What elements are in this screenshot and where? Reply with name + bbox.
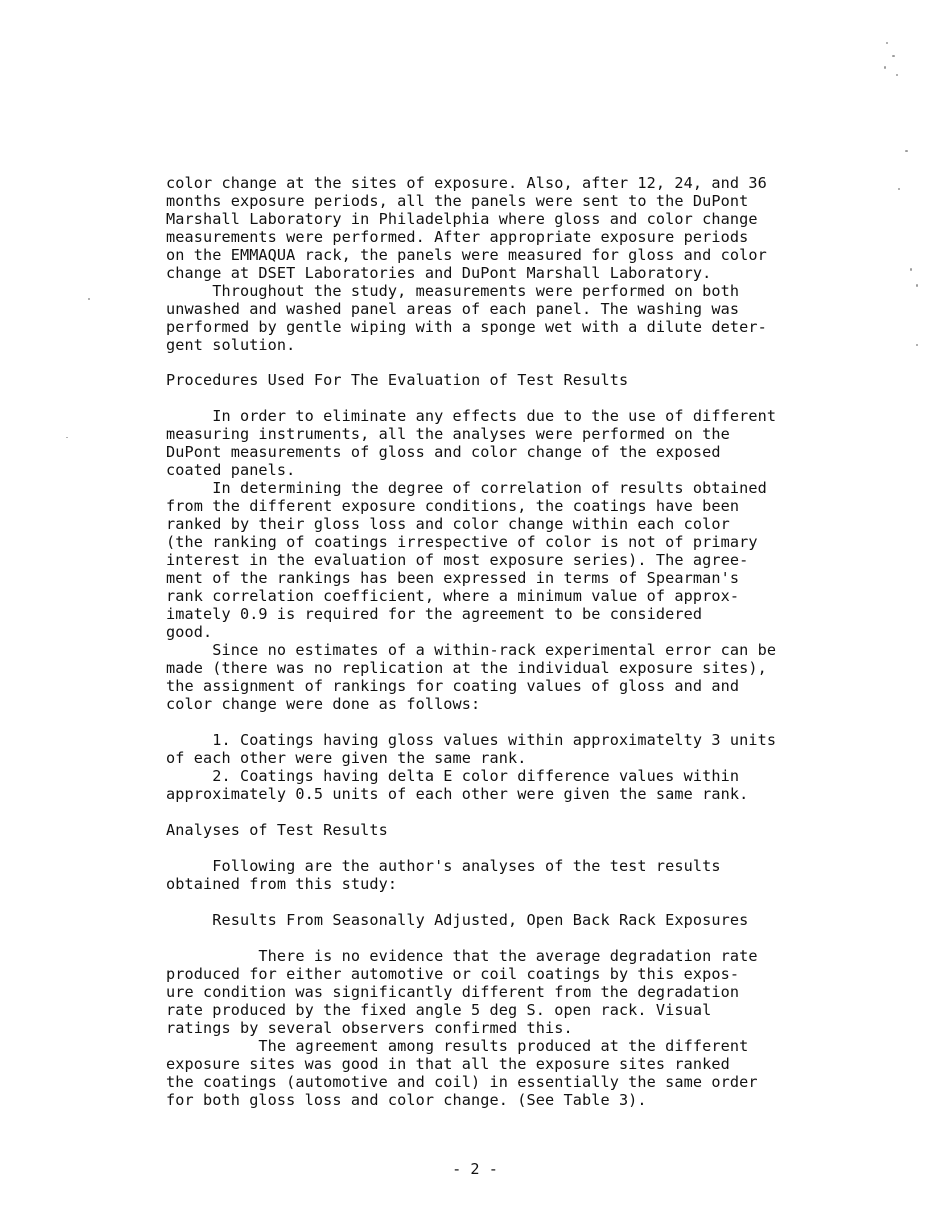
scan-speck	[898, 188, 900, 190]
text-line: measurements were performed. After appropriate exposure periods	[166, 228, 749, 246]
text-line: Throughout the study, measurements were performed on both	[166, 282, 740, 300]
text-line: change at DSET Laboratories and DuPont Marshall Laboratory.	[166, 264, 712, 282]
scan-speck	[916, 284, 918, 287]
text-line: from the different exposure conditions, the coatings have been	[166, 497, 740, 515]
text-line: (the ranking of coatings irrespective of color is not of primary	[166, 533, 758, 551]
text-line: measuring instruments, all the analyses were performed on the	[166, 425, 730, 443]
text-line: Since no estimates of a within-rack experimental error can be	[166, 641, 777, 659]
list-item: 2. Coatings having delta E color difference values within	[166, 767, 740, 785]
text-line: unwashed and washed panel areas of each panel. The washing was	[166, 300, 740, 318]
text-line: ranked by their gloss loss and color change within each color	[166, 515, 730, 533]
text-line: made (there was no replication at the individual exposure sites),	[166, 659, 767, 677]
text-line: color change were done as follows:	[166, 695, 481, 713]
text-line: ment of the rankings has been expressed in terms of Spearman's	[166, 569, 740, 587]
text-line: the coatings (automotive and coil) in essentially the same order	[166, 1073, 758, 1091]
text-line: months exposure periods, all the panels were sent to the DuPont	[166, 192, 749, 210]
text-line: ure condition was significantly different from the degradation	[166, 983, 740, 1001]
text-line: exposure sites was good in that all the exposure sites ranked	[166, 1055, 730, 1073]
text-line: rank correlation coefficient, where a minimum value of approx-	[166, 587, 740, 605]
list-item: approximately 0.5 units of each other were given the same rank.	[166, 785, 749, 803]
scan-speck	[884, 66, 886, 69]
text-line: DuPont measurements of gloss and color change of the exposed	[166, 443, 721, 461]
scan-speck	[910, 268, 912, 271]
text-line: obtained from this study:	[166, 875, 398, 893]
text-line: on the EMMAQUA rack, the panels were measured for gloss and color	[166, 246, 767, 264]
scan-speck	[886, 42, 888, 44]
text-line: ratings by several observers confirmed this.	[166, 1019, 573, 1037]
text-line: the assignment of rankings for coating values of gloss and and	[166, 677, 740, 695]
text-line: coated panels.	[166, 461, 296, 479]
text-line: for both gloss loss and color change. (See Table 3).	[166, 1091, 647, 1109]
scan-speck	[905, 150, 908, 152]
text-line: There is no evidence that the average degradation rate	[166, 947, 758, 965]
text-line: The agreement among results produced at the different	[166, 1037, 749, 1055]
text-line: color change at the sites of exposure. Also, after 12, 24, and 36	[166, 174, 767, 192]
list-item: 1. Coatings having gloss values within approximatelty 3 units	[166, 731, 777, 749]
subsection-heading: Results From Seasonally Adjusted, Open Back Rack Exposures	[166, 911, 749, 929]
page-number: - 2 -	[452, 1160, 498, 1178]
text-line: imately 0.9 is required for the agreement to be considered	[166, 605, 703, 623]
scan-speck	[896, 74, 898, 76]
text-line: Marshall Laboratory in Philadelphia where gloss and color change	[166, 210, 758, 228]
scan-speck	[892, 55, 895, 57]
text-line: good.	[166, 623, 213, 641]
text-line: In determining the degree of correlation of results obtained	[166, 479, 767, 497]
scan-speck	[66, 437, 68, 438]
section-heading: Procedures Used For The Evaluation of Test Results	[166, 371, 629, 389]
section-heading: Analyses of Test Results	[166, 821, 388, 839]
text-line: produced for either automotive or coil coatings by this expos-	[166, 965, 740, 983]
text-line: performed by gentle wiping with a sponge wet with a dilute deter-	[166, 318, 767, 336]
scan-speck	[88, 298, 90, 300]
scan-speck	[916, 344, 918, 346]
text-line: interest in the evaluation of most exposure series). The agree-	[166, 551, 749, 569]
list-item: of each other were given the same rank.	[166, 749, 527, 767]
text-line: Following are the author's analyses of the test results	[166, 857, 721, 875]
text-line: In order to eliminate any effects due to the use of different	[166, 407, 777, 425]
text-line: rate produced by the fixed angle 5 deg S. open rack. Visual	[166, 1001, 712, 1019]
text-line: gent solution.	[166, 336, 296, 354]
